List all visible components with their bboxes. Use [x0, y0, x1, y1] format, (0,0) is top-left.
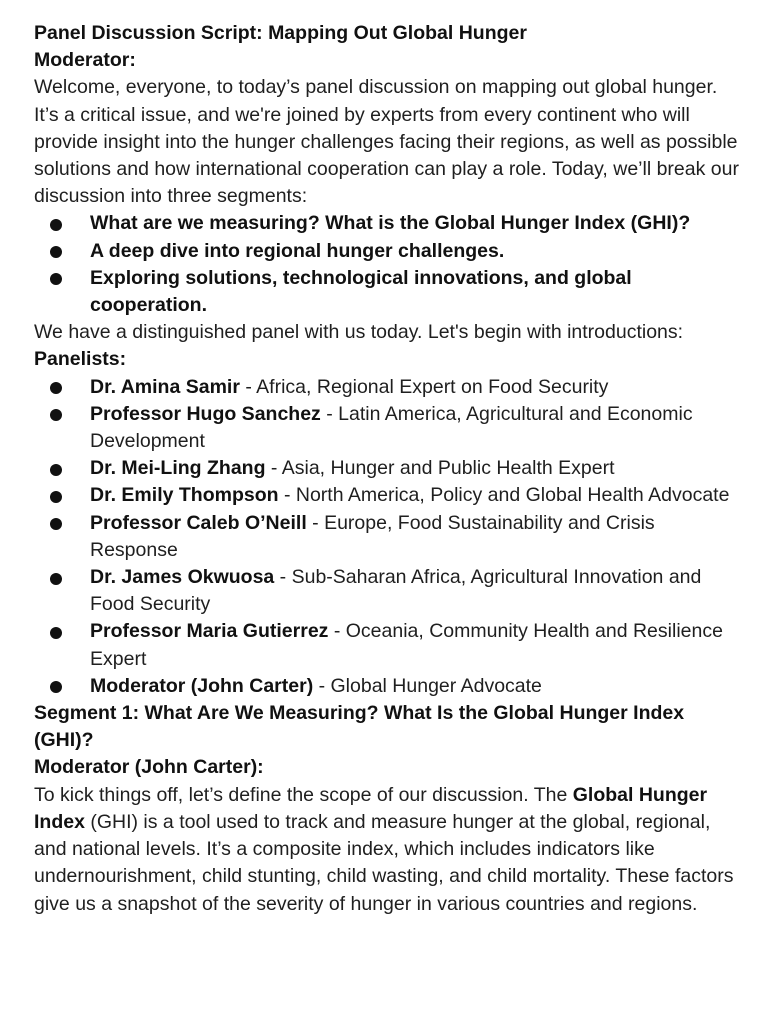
- list-item: [34, 482, 740, 509]
- intro-paragraph: Welcome, everyone, to today’s panel discussion on mapping out global hunger. It’s a critical issue, and we're joined by experts from every continent who will provide insight into the hunger challenges facing their regions, as well as possible solutions and how international cooperation can play a role. Today, we’ll break our discussion into three segments:: [34, 76, 739, 208]
- segment1-heading: Segment 1: What Are We Measuring? What Is the Global Hunger Index (GHI)?: [34, 702, 685, 752]
- panelist-description: - Europe, Food Sustainability and Crisis Response: [90, 511, 655, 561]
- list-item: [34, 401, 740, 455]
- segment1-paragraph: [34, 782, 740, 918]
- panelist-description: - Oceania, Community Health and Resilience Expert: [90, 620, 723, 670]
- panelist-description: - Asia, Hunger and Public Health Expert: [265, 457, 615, 480]
- panelist-description: - Global Hunger Advocate: [313, 674, 542, 697]
- document-title: Panel Discussion Script: Mapping Out Global Hunger: [34, 22, 527, 44]
- panel-intro-paragraph: We have a distinguished panel with us today. Let's begin with introductions:: [34, 321, 684, 344]
- segment1-speaker: Moderator (John Carter):: [34, 756, 264, 779]
- segment1-text-part1: To kick things off, let’s define the scope of our discussion. The: [34, 783, 573, 806]
- panelist-name: Professor Caleb O’Neill: [90, 511, 307, 534]
- panelist-description: - North America, Policy and Global Health Advocate: [278, 484, 730, 507]
- panelists-heading: Panelists:: [34, 348, 127, 371]
- list-item: Exploring solutions, technological innovations, and global cooperation.: [34, 265, 740, 319]
- list-item: [34, 618, 740, 672]
- panelist-name: Dr. Amina Samir: [90, 375, 240, 398]
- panelist-description: - Sub-Saharan Africa, Agricultural Innovation and Food Security: [90, 566, 702, 616]
- panelist-name: Dr. Mei-Ling Zhang: [90, 457, 266, 480]
- moderator-heading: Moderator:: [34, 49, 136, 72]
- segments-list: [34, 210, 740, 319]
- list-item: [34, 564, 740, 618]
- panelist-name: Dr. Emily Thompson: [90, 484, 279, 507]
- panelist-name: Dr. James Okwuosa: [90, 566, 275, 589]
- panelists-list: [34, 374, 740, 700]
- segment1-text-bold: Global Hunger Index: [34, 783, 708, 833]
- panelist-name: Moderator (John Carter): [90, 674, 314, 697]
- list-item: [34, 510, 740, 564]
- list-item: [34, 673, 740, 700]
- panelist-name: Professor Hugo Sanchez: [90, 402, 321, 425]
- segment1-text-part2: (GHI) is a tool used to track and measure hunger at the global, regional, and national levels. It’s a composite index, which includes indicators like undernourishment, child stunting, child wasting, and child mortality. These factors give us a snapshot of the severity of hunger in various countries and regions.: [34, 810, 734, 915]
- panelist-description: - Africa, Regional Expert on Food Security: [239, 375, 609, 398]
- panelist-description: - Latin America, Agricultural and Economic Development: [90, 402, 693, 453]
- list-item: What are we measuring? What is the Global Hunger Index (GHI)?: [34, 210, 740, 237]
- list-item: [34, 374, 740, 401]
- panelist-name: Professor Maria Gutierrez: [90, 620, 329, 643]
- list-item: [34, 455, 740, 482]
- list-item: A deep dive into regional hunger challenges.: [34, 238, 740, 265]
